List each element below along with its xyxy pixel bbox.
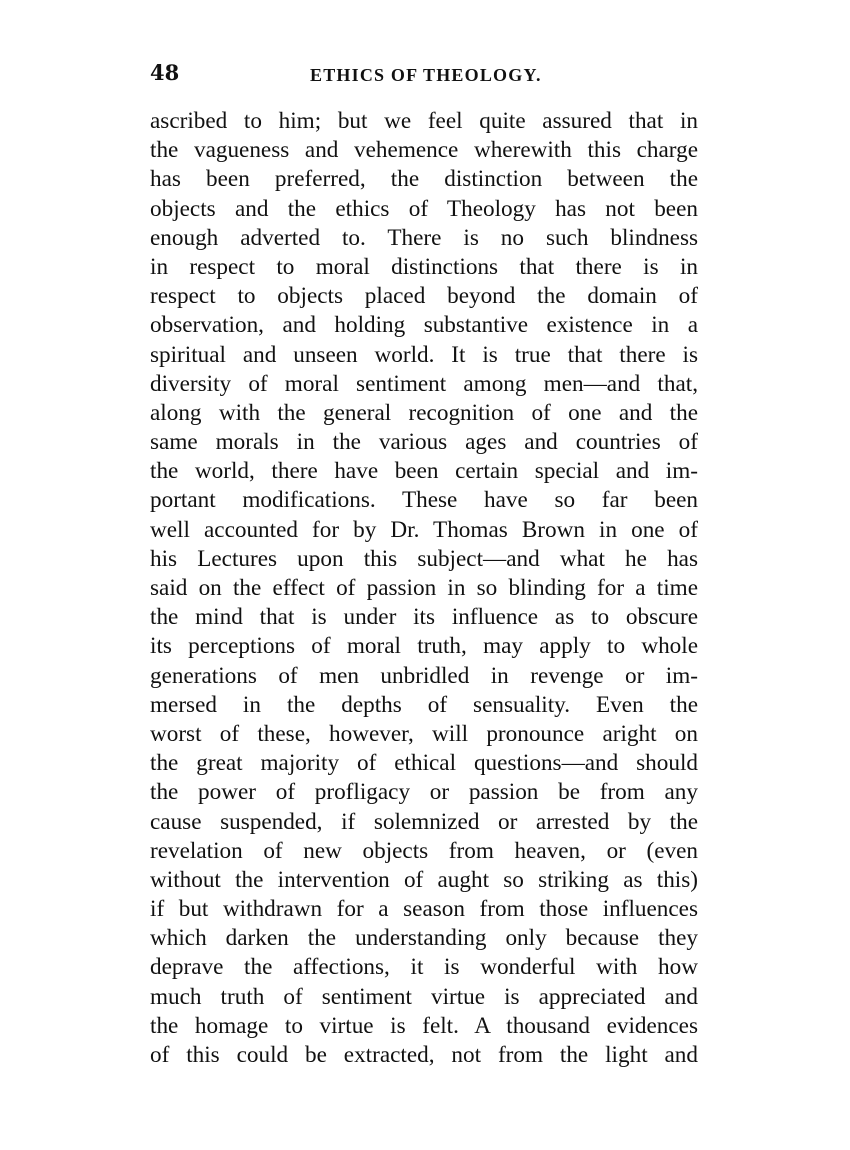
- text-line: mersed in the depths of sensuality. Even the: [150, 691, 698, 718]
- text-line: his Lectures upon this subject—and what he has: [150, 545, 698, 572]
- text-line: the world, there have been certain special and im-: [150, 458, 698, 485]
- text-line: of this could be extracted, not from the light and: [150, 1042, 698, 1068]
- text-line: said on the effect of passion in so blinding for a time: [150, 575, 698, 601]
- text-line: same morals in the various ages and countries of: [150, 429, 698, 456]
- text-line: if but withdrawn for a season from those influences: [150, 896, 698, 923]
- text-line: worst of these, however, will pronounce aright on: [150, 720, 698, 747]
- running-title: ETHICS OF THEOLOGY.: [310, 65, 542, 85]
- text-line: objects and the ethics of Theology has not been: [150, 195, 698, 222]
- text-line: the vagueness and vehemence wherewith this charge: [150, 137, 698, 164]
- text-line: deprave the affections, it is wonderful with how: [150, 954, 698, 981]
- page-number: 48: [150, 60, 180, 85]
- text-line: along with the general recognition of one and the: [150, 399, 698, 426]
- text-line: without the intervention of aught so striking as this): [150, 866, 698, 893]
- text-line: the great majority of ethical questions—and should: [150, 750, 698, 777]
- text-line: which darken the understanding only because they: [150, 925, 698, 952]
- text-line: the power of profligacy or passion be from any: [150, 779, 698, 806]
- text-line: in respect to moral distinctions that there is in: [150, 253, 698, 280]
- text-line: the homage to virtue is felt. A thousand evidences: [150, 1012, 698, 1039]
- text-line: enough adverted to. There is no such blindness: [150, 224, 698, 251]
- running-head: [150, 58, 700, 88]
- text-line: revelation of new objects from heaven, or (even: [150, 837, 698, 864]
- text-line: has been preferred, the distinction between the: [150, 166, 698, 193]
- text-line: ascribed to him; but we feel quite assured that in: [150, 108, 698, 134]
- text-line: well accounted for by Dr. Thomas Brown in one of: [150, 516, 698, 543]
- text-line: spiritual and unseen world. It is true that there is: [150, 341, 698, 368]
- text-line: generations of men unbridled in revenge or im-: [150, 662, 698, 689]
- text-line: observation, and holding substantive existence in a: [150, 312, 698, 339]
- text-line: respect to objects placed beyond the domain of: [150, 283, 698, 310]
- text-line: cause suspended, if solemnized or arrested by the: [150, 808, 698, 835]
- text-line: much truth of sentiment virtue is appreciated and: [150, 983, 698, 1010]
- text-line: diversity of moral sentiment among men—and that,: [150, 370, 698, 397]
- text-line: portant modifications. These have so far been: [150, 487, 698, 514]
- text-line: its perceptions of moral truth, may apply to whole: [150, 633, 698, 660]
- body-text: [150, 107, 698, 1070]
- text-line: the mind that is under its influence as to obscure: [150, 604, 698, 631]
